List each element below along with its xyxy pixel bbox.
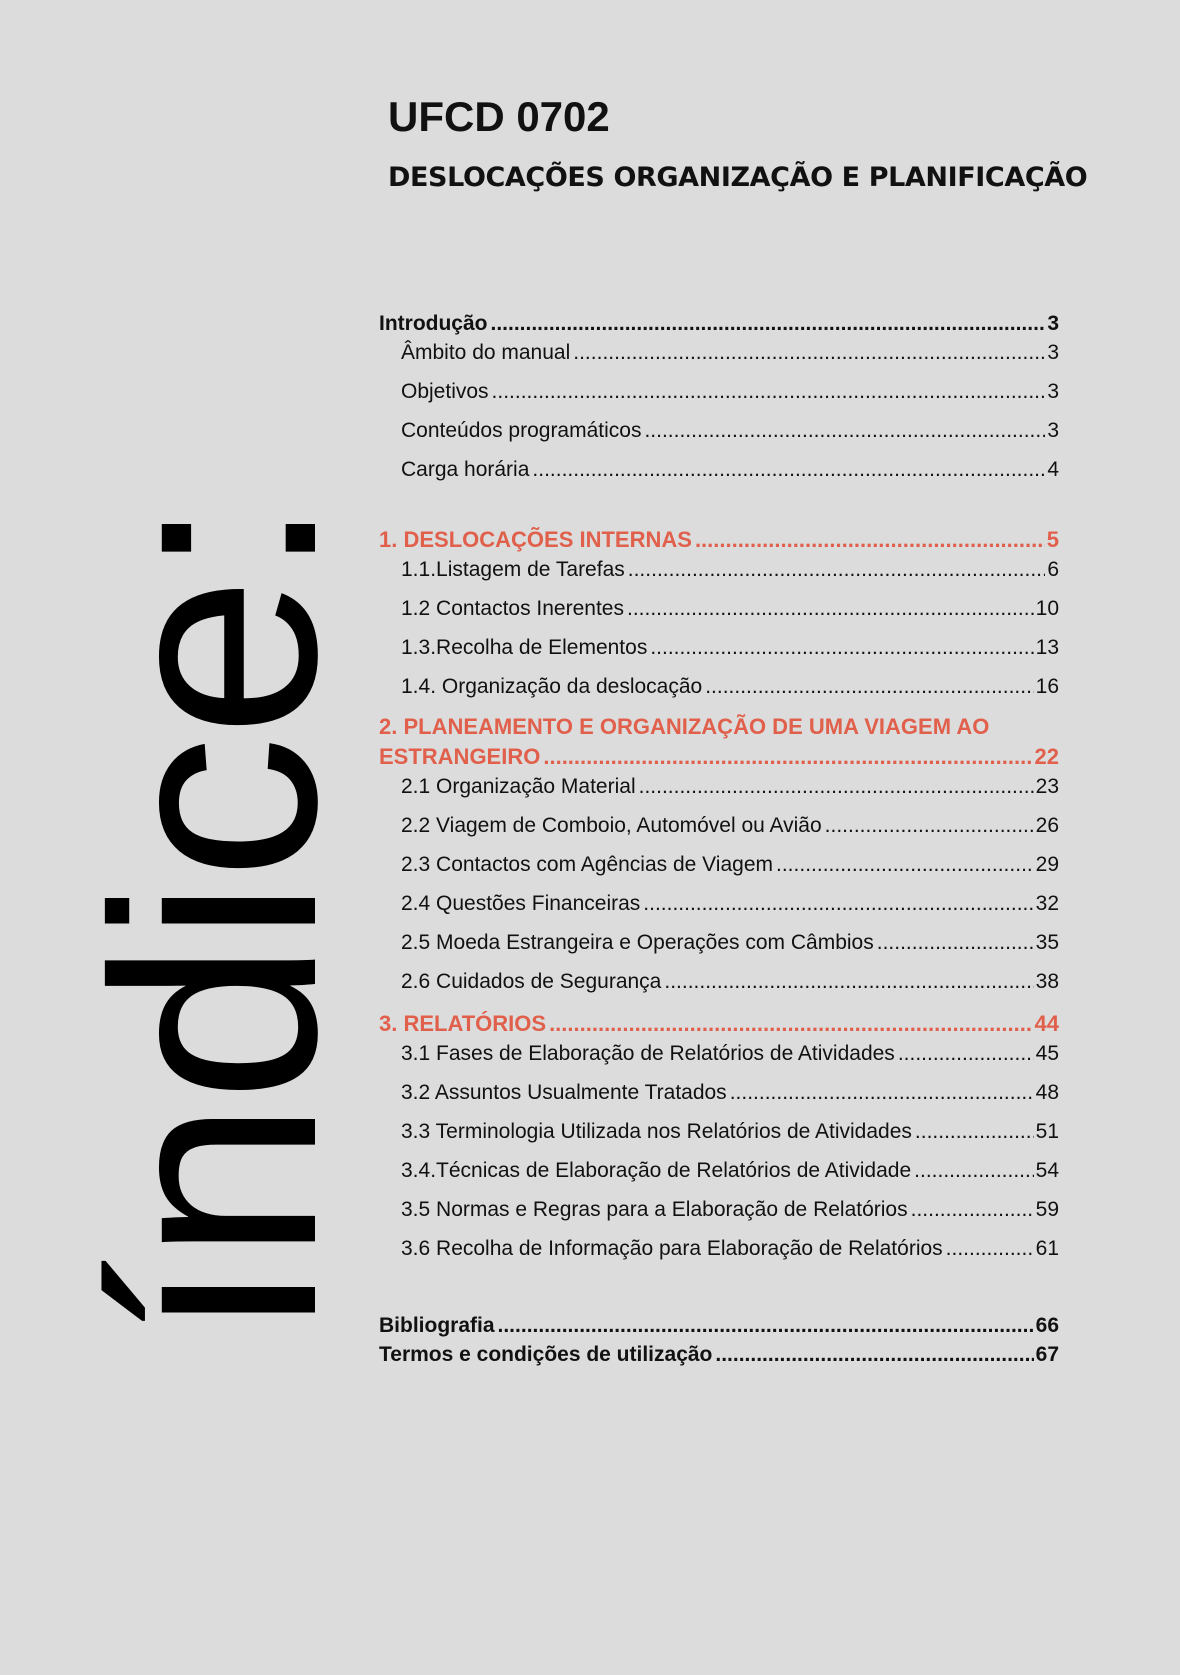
toc-entry-page: 16 [1035, 675, 1059, 698]
toc-entry-label: Bibliografia [379, 1314, 495, 1337]
side-title-text: índice: [53, 499, 377, 1340]
toc-entry-2-4[interactable] [401, 890, 1059, 918]
toc-entry-2-2[interactable] [401, 812, 1059, 840]
document-subtitle: DESLOCAÇÕES ORGANIZAÇÃO E PLANIFICAÇÃO [388, 162, 1088, 194]
toc-entry-1-1[interactable] [401, 556, 1059, 584]
toc-entry-page: 3 [1047, 312, 1059, 335]
toc-dot-leader [549, 1010, 1032, 1038]
toc-dot-leader [730, 1079, 1034, 1107]
toc-entry-label: 2.3 Contactos com Agências de Viagem [401, 853, 774, 876]
toc-entry-page: 67 [1035, 1343, 1059, 1366]
toc-entry-introducao[interactable] [379, 310, 1059, 338]
toc-dot-leader [898, 1040, 1034, 1068]
toc-entry-page: 54 [1035, 1159, 1059, 1182]
toc-dot-leader [915, 1118, 1034, 1146]
toc-chapter-label: ESTRANGEIRO [379, 744, 541, 769]
toc-entry-page: 35 [1035, 931, 1059, 954]
toc-dot-leader [650, 634, 1033, 662]
toc-dot-leader [639, 773, 1034, 801]
toc-entry-label: 2.6 Cuidados de Segurança [401, 970, 662, 993]
toc-chapter-label: 3. RELATÓRIOS [379, 1011, 547, 1036]
toc-entry-page: 32 [1035, 892, 1059, 915]
toc-entry-1-2[interactable] [401, 595, 1059, 623]
toc-entry-label: 2.2 Viagem de Comboio, Automóvel ou Avião [401, 814, 822, 837]
toc-chapter-3[interactable] [379, 1010, 1059, 1038]
toc-dot-leader [664, 968, 1033, 996]
toc-entry-page: 6 [1047, 558, 1059, 581]
toc-chapter-2-line1[interactable]: 2. PLANEAMENTO E ORGANIZAÇÃO DE UMA VIAGEM AO [379, 714, 990, 739]
toc-entry-page: 10 [1035, 597, 1059, 620]
toc-chapter-label: 1. DESLOCAÇÕES INTERNAS [379, 527, 692, 552]
toc-entry-objetivos[interactable] [401, 378, 1059, 406]
toc-entry-3-3[interactable] [401, 1118, 1059, 1146]
toc-entry-3-1[interactable] [401, 1040, 1059, 1068]
toc-entry-page: 13 [1035, 636, 1059, 659]
toc-entry-3-2[interactable] [401, 1079, 1059, 1107]
document-header [388, 94, 1108, 195]
toc-entry-page: 3 [1047, 380, 1059, 403]
toc-dot-leader [644, 417, 1045, 445]
document-code: UFCD 0702 [388, 93, 610, 140]
toc-entry-page: 29 [1035, 853, 1059, 876]
toc-entry-conteudos[interactable] [401, 417, 1059, 445]
toc-entry-label: Introdução [379, 312, 488, 335]
toc-dot-leader [543, 743, 1032, 771]
toc-entry-label: Objetivos [401, 380, 489, 403]
toc-entry-page: 48 [1035, 1081, 1059, 1104]
toc-entry-label: Âmbito do manual [401, 341, 571, 364]
toc-dot-leader [627, 595, 1034, 623]
toc-entry-label: 3.5 Normas e Regras para a Elaboração de Relatórios [401, 1198, 908, 1221]
toc-chapter-2[interactable] [379, 743, 1059, 771]
toc-entry-label: 2.4 Questões Financeiras [401, 892, 641, 915]
toc-dot-leader [573, 339, 1045, 367]
toc-entry-page: 26 [1035, 814, 1059, 837]
toc-entry-3-6[interactable] [401, 1235, 1059, 1263]
toc-entry-bibliografia[interactable] [379, 1312, 1059, 1340]
toc-entry-label: Carga horária [401, 458, 530, 481]
toc-entry-termos[interactable] [379, 1341, 1059, 1369]
toc-dot-leader [628, 556, 1046, 584]
toc-entry-1-4[interactable] [401, 673, 1059, 701]
toc-entry-2-5[interactable] [401, 929, 1059, 957]
toc-dot-leader [911, 1196, 1034, 1224]
toc-entry-label: 2.5 Moeda Estrangeira e Operações com Câmbios [401, 931, 874, 954]
toc-entry-label: 2.1 Organização Material [401, 775, 636, 798]
toc-entry-page: 4 [1047, 458, 1059, 481]
toc-chapter-page: 44 [1034, 1011, 1059, 1036]
toc-entry-3-5[interactable] [401, 1196, 1059, 1224]
toc-dot-leader [532, 456, 1045, 484]
toc-entry-label: 3.3 Terminologia Utilizada nos Relatórios de Atividades [401, 1120, 912, 1143]
toc-entry-carga-horaria[interactable] [401, 456, 1059, 484]
toc-dot-leader [491, 310, 1046, 338]
toc-dot-leader [825, 812, 1034, 840]
toc-entry-2-6[interactable] [401, 968, 1059, 996]
toc-dot-leader [705, 673, 1033, 701]
toc-entry-page: 61 [1035, 1237, 1059, 1260]
toc-dot-leader [643, 890, 1033, 918]
toc-entry-page: 51 [1035, 1120, 1059, 1143]
toc-entry-page: 59 [1035, 1198, 1059, 1221]
toc-entry-ambito[interactable] [401, 339, 1059, 367]
toc-dot-leader [498, 1312, 1034, 1340]
toc-dot-leader [715, 1341, 1033, 1369]
toc-entry-label: 1.4. Organização da deslocação [401, 675, 703, 698]
toc-dot-leader [877, 929, 1034, 957]
toc-dot-leader [776, 851, 1034, 879]
toc-dot-leader [695, 526, 1045, 554]
side-title [53, 499, 377, 1340]
toc-entry-label: 3.4.Técnicas de Elaboração de Relatórios de Atividade [401, 1159, 912, 1182]
toc-entry-3-4[interactable] [401, 1157, 1059, 1185]
toc-chapter-1[interactable] [379, 526, 1059, 554]
toc-entry-page: 3 [1047, 341, 1059, 364]
toc-entry-2-1[interactable] [401, 773, 1059, 801]
toc-entry-label: Termos e condições de utilização [379, 1343, 713, 1366]
toc-chapter-page: 22 [1034, 744, 1059, 769]
toc-entry-page: 38 [1035, 970, 1059, 993]
toc-entry-1-3[interactable] [401, 634, 1059, 662]
toc-entry-page: 45 [1035, 1042, 1059, 1065]
toc-entry-label: 3.1 Fases de Elaboração de Relatórios de Atividades [401, 1042, 895, 1065]
toc-entry-label: 3.6 Recolha de Informação para Elaboração de Relatórios [401, 1237, 943, 1260]
toc-dot-leader [914, 1157, 1033, 1185]
toc-entry-label: 1.2 Contactos Inerentes [401, 597, 624, 620]
toc-entry-label: 1.1.Listagem de Tarefas [401, 558, 625, 581]
toc-dot-leader [492, 378, 1046, 406]
toc-dot-leader [946, 1235, 1034, 1263]
toc-entry-page: 66 [1035, 1314, 1059, 1337]
toc-entry-label: 1.3.Recolha de Elementos [401, 636, 648, 659]
toc-entry-label: Conteúdos programáticos [401, 419, 642, 442]
toc-entry-page: 23 [1035, 775, 1059, 798]
toc-chapter-page: 5 [1046, 527, 1059, 552]
toc-entry-label: 3.2 Assuntos Usualmente Tratados [401, 1081, 727, 1104]
toc-entry-2-3[interactable] [401, 851, 1059, 879]
toc-entry-page: 3 [1047, 419, 1059, 442]
